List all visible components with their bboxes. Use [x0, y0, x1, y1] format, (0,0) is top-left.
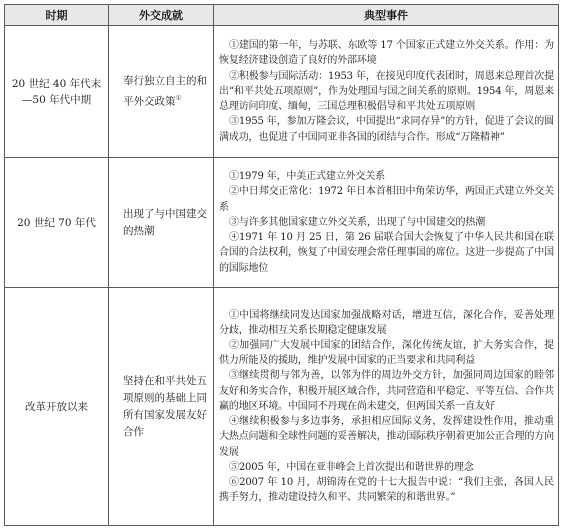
achievement-cell: [109, 26, 214, 158]
footnote-mark: ①: [175, 93, 182, 102]
table-row: [5, 26, 559, 158]
period-cell: [5, 26, 109, 158]
event-item: ④继续积极参与多边事务，承担相应国际义务，发挥建设性作用，推动重大热点问题和全球性问题的妥善解决，推动国际秩序朝着更加公正合理的方向发展: [219, 416, 554, 458]
event-item: ①中国将继续同发达国家加强战略对话，增进互信，深化合作，妥善处理分歧，推动相互关系长期稳定健康发展: [219, 309, 554, 336]
achievement-cell: [109, 288, 214, 526]
event-item: ①1979 年，中美正式建立外交关系: [229, 171, 385, 183]
event-item: ③1955 年，参加万隆会议，中国提出“求同存异”的方针，促进了会议的圆满成功，也促进了中国同亚非各国的团结与合作。形成“万隆精神”: [219, 116, 554, 143]
period-cell: [5, 158, 109, 288]
event-item: ⑥2007 年 10 月，胡锦涛在党的十七大报告中说：“我们主张，各国人民携手努力，推动建设持久和平、共同繁荣的和谐世界。”: [219, 476, 554, 504]
achievement-text: 坚持在和平共处五项原则的基础上同所有国家发展友好合作: [123, 374, 207, 438]
achievement-cell: [109, 158, 214, 288]
events-cell: [214, 26, 559, 158]
table-row: [5, 288, 559, 526]
event-item: ③继续贯彻与邻为善，以邻为伴的周边外交方针，加强同周边国家的睦邻友好和务实合作，积极开展区域合作，共同营造和平稳定、平等互信、合作共赢的地区环境。中国同不丹现在尚未建交，但两国关系一直友好: [219, 370, 554, 412]
events-cell: [214, 288, 559, 526]
event-item: ④1971 年 10 月 25 日，第 26 届联合国大会恢复了中华人民共和国在联合国的合法权利，恢复了中国安理会常任理事国的席位。这进一步提高了中国的国际地位: [219, 232, 554, 274]
period-text: 改革开放以来: [25, 400, 88, 413]
events-cell: [214, 158, 559, 288]
event-item: ①建国的第一年，与苏联、东欧等 17 个国家正式建立外交关系。作用：为恢复经济建设创造了良好的外部环境: [219, 40, 554, 67]
achievement-text: 出现了与中国建交的热潮: [123, 207, 207, 237]
header-period: 时期: [5, 5, 109, 26]
header-events: 典型事件: [214, 5, 559, 26]
event-item: ②加强同广大发展中国家的团结合作，深化传统友谊，扩大务实合作，提供力所能及的援助，维护发展中国家的正当要求和共同利益: [219, 340, 554, 367]
diplomacy-table: [4, 4, 559, 526]
table-row: [5, 158, 559, 288]
header-achievement: 外交成就: [109, 5, 214, 26]
period-text: 20 世纪 70 年代: [17, 216, 96, 229]
period-text: 20 世纪 40 年代末—50 年代中期: [11, 77, 102, 106]
header-row: [5, 5, 559, 26]
event-item: ③与许多其他国家建立外交关系，出现了与中国建交的热潮: [229, 216, 486, 228]
achievement-text: 奉行独立自主的和平外交政策: [123, 74, 207, 108]
event-item: ②中日邦交正常化：1972 年日本首相田中角荣访华，两国正式建立外交关系: [219, 186, 554, 213]
event-item: ⑤2005 年，中国在亚非峰会上首次提出和谐世界的理念: [229, 461, 474, 473]
event-item: ②积极参与国际活动：1953 年，在接见印度代表团时，周恩来总理首次提出“和平共处五项原则”，作为处理国与国之间关系的原则。1954 年，周恩来总理访问印度、缅甸，三国总理积极倡导和平共处五项原则: [219, 70, 554, 113]
period-cell: [5, 288, 109, 526]
